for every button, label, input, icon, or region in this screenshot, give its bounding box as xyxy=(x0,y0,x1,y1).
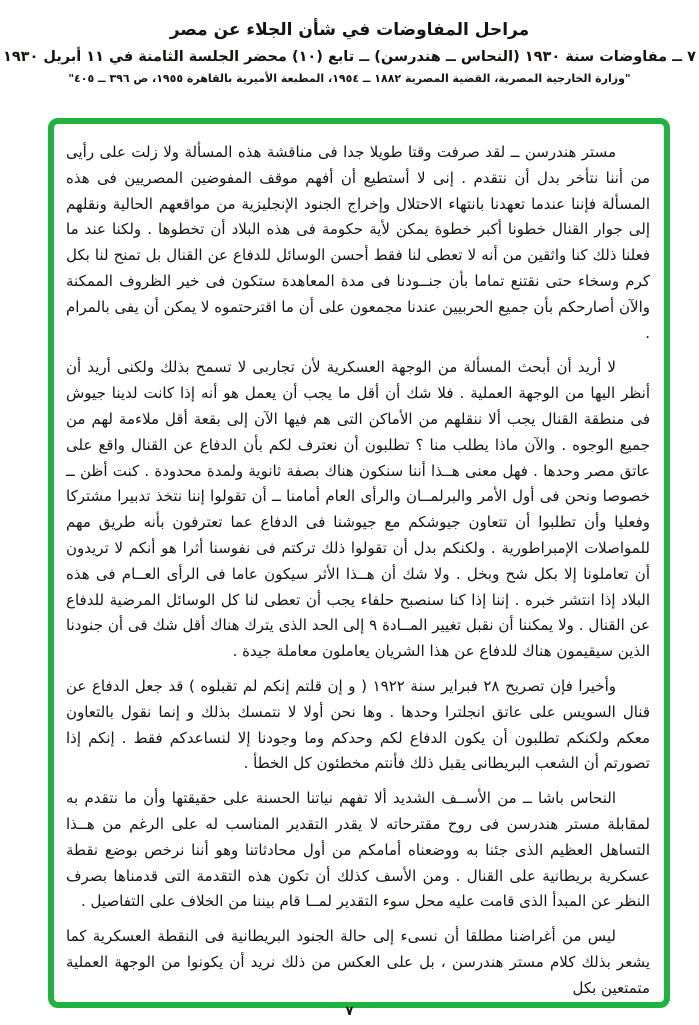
source-citation: "وزارة الخارجية المصرية، القضية المصرية ١٨٨٢ ــ ١٩٥٤، المطبعة الأميرية بالقاهرة ١٩٥٥، ص ٣٩٦ ــ ٤٠٥" xyxy=(68,72,631,85)
paragraph-nahhas-2: ليس من أغراضنا مطلقا أن نسىء إلى حالة الجنود البريطانية فى النقطة العسكرية كما يشعر بذلك كلام مستر هندرسن ، بل على العكس من ذلك نريد أن يكونوا من الوجهة العملية متمتعين بكل xyxy=(66,927,650,997)
document-body-text xyxy=(66,140,650,1002)
paragraph-henderson-1: مستر هندرسن ــ لقد صرفت وقتا طويلا جدا فى مناقشة هذه المسألة ولا زلت على رأيى من أننا نتأخر بدل أن نتقدم . إنى لا أستطيع أن أفهم موقف المفوضين المصريين فى هذه المسألة فإننا عندما تعهدنا بانتهاء الاحتلال وإخراج الجنود الإنجليزية من مواقعهم الحالية ونقلهم إلى جوار القنال خطونا أكبر خطوة يمكن لأية حكومة فى هذه البلاد أن تخطوها . ولكنا عند ما فعلنا ذلك كنا واثقين من أنه لا تعطى لنا فقط أحسن الوسائل للدفاع عن القنال بل تمنح لنا بكل كرم وسخاء حتى نقتنع تماما بأن جنــودنا فى مدة المعاهدة ستكون فى خير الظروف الممكنة والآن أصارحكم بأن جميع الحربيين عندنا مجمعون على أن ما اقترحتموه لا يمكن أن يفى بالمرام . xyxy=(66,143,650,342)
paragraph-nahhas-1: النحاس باشا ــ من الأســف الشديد ألا تفهم نياتنا الحسنة على حقيقتها وأن ما نتقدم به لمقابلة مستر هندرسن فى روح مقترحاته لا يقدر التقدير المناسب له على الرغم من هــذا التساهل العظيم الذى جئنا به ووضعناه أمامكم من أول محادثاتنا وهو أننا نرخص بوضع نقطة عسكرية بريطانية على القنال . ومن الأسف كذلك أن تكون هذه التقدمة التى قدمناها بصرف النظر عن المبدأ الذى قامت عليه محل سوء التقدير لمــا قام بيننا من الخلاف على التفاصيل . xyxy=(66,789,650,911)
page-subtitle: ٧ ــ مفاوضات سنة ١٩٣٠ (النحاس ــ هندرسن) ــ تابع (١٠) محضر الجلسة الثامنة في ١١ أبريل ١٩٣٠ xyxy=(2,49,697,65)
paragraph-henderson-3: وأخيرا فإن تصريح ٢٨ فبراير سنة ١٩٢٢ ( و إن قلتم إنكم لم تقبلوه ) قد جعل الدفاع عن قنال السويس على عاتق انجلترا وحدها . وها نحن أولا لا نتمسك بذلك و إنما نقول بالتعاون معكم ولكنكم تطلبون أن يكون الدفاع لكم وحدكم وما وجودنا إلا لنساعدكم فقط . إنكم إذا تصورتم أن الشعب البريطانى يقبل ذلك فأنتم مخطئون كل الخطأ . xyxy=(66,676,650,773)
page-number: ٧ xyxy=(345,1004,354,1019)
paragraph-henderson-2: لا أريد أن أبحث المسألة من الوجهة العسكرية لأن تجاربى لا تسمح بذلك ولكنى أريد أن أنظر اليها من الوجهة العملية . فلا شك أن أقل ما يجب أن يعمل هو أنه إذا كانت لدينا جيوش فى منطقة القنال يجب ألا ننقلهم من الأماكن التى هم فيها الآن إلى بقعة أقل ملاءمة لهم من جميع الوجوه . والآن ماذا يطلب منا ؟ تطلبون أن نعترف لكم بأن الدفاع عن القنال واقع على عاتق مصر وحدها . فهل معنى هــذا أننا سنكون هناك بصفة ثانوية ولمدة محدودة . كنت أظن ــ خصوصا ونحن فى أول الأمر والبرلمــان والرأى العام أمامنا ــ أن تقولوا إننا نتخذ تدبيرا مشتركا وفعليا وأن تطلبوا أن تتعاون جيوشكم مع جيوشنا فى الدفاع عما تعترفون بأنه طريق مهم للمواصلات الإمبراطورية . ولكنكم بدل أن تقولوا ذلك تركتم فى نفوسنا أثرا هو أنكم لا تريدون أن تعاملونا إلا بكل شح وبخل . ولا شك أن هــذا الأثر سيكون عاما فى الرأى العــام فى هذه البلاد إذا انتشر خبره . إننا إذا كنا سنصبح حلفاء يجب أن تعطى لنا كل الوسائل المرضية للدفاع عن القنال . ولا يمكننا أن نقبل تغيير المــادة ٩ إلى الحد الذى يترك هناك أقل شك فى أن جنودنا الذين سيقيمون هناك للدفاع عن هذا الشريان يعاملون معاملة جيدة . xyxy=(66,358,650,661)
highlight-frame xyxy=(48,118,670,1008)
page-title: مراحل المفاوضات في شأن الجلاء عن مصر xyxy=(169,20,530,40)
page-header xyxy=(0,0,699,85)
